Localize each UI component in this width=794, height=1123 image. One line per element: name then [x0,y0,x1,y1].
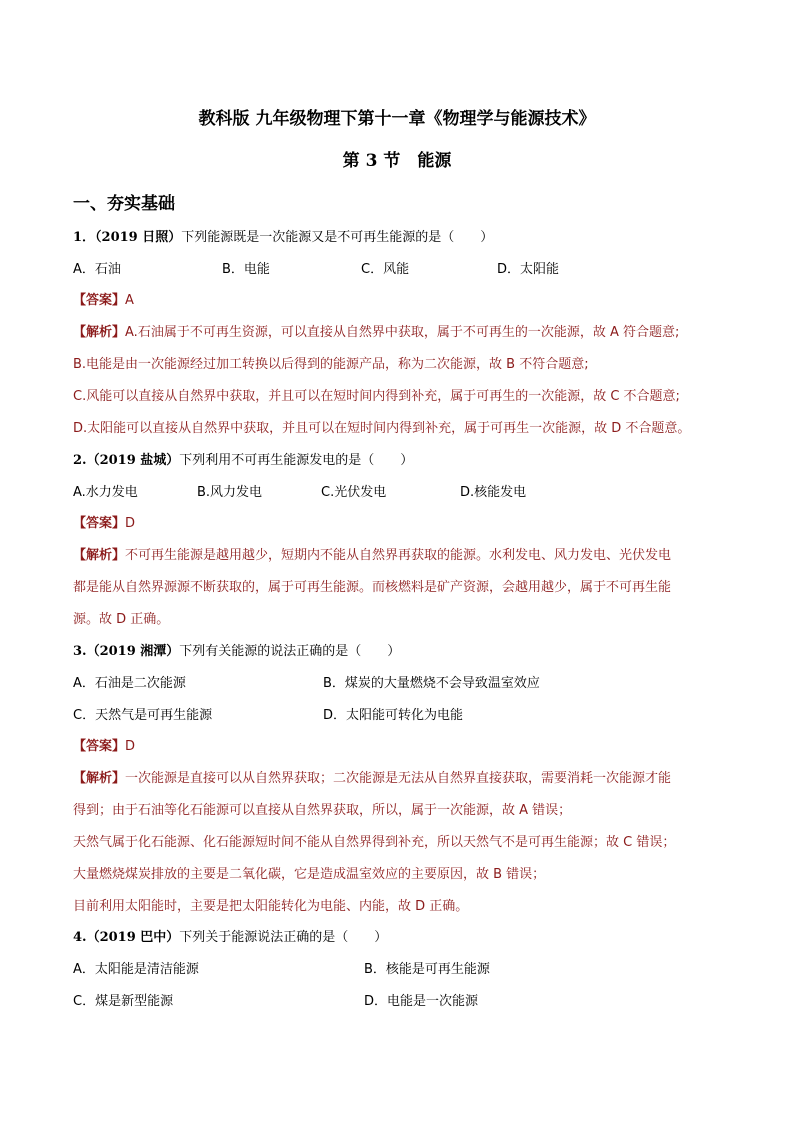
question-2-answer: 【答案】D [73,516,136,531]
question-1-option-b: B．电能 [222,262,270,277]
question-1-option-d: D．太阳能 [497,262,560,277]
question-1-analysis-line: C.风能可以直接从自然界中获取，并且可以在短时间内得到补充，属于可再生的一次能源，故 C 不合题意; [73,389,680,404]
question-4-stem: 4.（2019 巴中）下列关于能源说法正确的是（ ） [73,930,388,945]
question-1-stem: 1．（2019 日照）下列能源既是一次能源又是不可再生能源的是（ ） [73,230,494,245]
question-2-analysis-line: 都是能从自然界源源不断获取的，属于可再生能源。而核燃料是矿产资源，会越用越少，属于不可再生能 [73,580,672,595]
question-3-stem: 3.（2019 湘潭）下列有关能源的说法正确的是（ ） [73,644,401,659]
question-1-answer: 【答案】A [73,293,134,308]
question-3-analysis-line: 目前利用太阳能时，主要是把太阳能转化为电能、内能，故 D 正确。 [73,899,469,914]
question-3-option-c: C．天然气是可再生能源 [73,708,213,723]
question-3-analysis-line: 大量燃烧煤炭排放的主要是二氧化碳，它是造成温室效应的主要原因，故 B 错误； [73,867,546,882]
question-3-analysis-line: 天然气属于化石能源、化石能源短时间不能从自然界得到补充，所以天然气不是可再生能源；故 C 错误； [73,835,676,850]
question-2-option-d: D.核能发电 [460,485,527,500]
question-2-analysis-line: 【解析】不可再生能源是越用越少，短期内不能从自然界再获取的能源。水利发电、风力发电、光伏发电 [73,548,672,563]
question-1-analysis-line: D.太阳能可以直接从自然界中获取，并且可以在短时间内得到补充，属于可再生一次能源，故 D 不合题意。 [73,421,691,436]
question-3-option-d: D．太阳能可转化为电能 [323,708,464,723]
question-4-option-b: B．核能是可再生能源 [364,962,490,977]
question-1-option-c: C．风能 [361,262,410,277]
question-1-option-a: A．石油 [73,262,121,277]
question-4-option-c: C．煤是新型能源 [73,994,174,1009]
question-4-option-d: D．电能是一次能源 [364,994,479,1009]
section-subtitle: 第 3 节 能源 [342,151,452,171]
question-3-analysis-line: 得到；由于石油等化石能源可以直接从自然界获取，所以，属于一次能源，故 A 错误； [73,803,572,818]
question-1-analysis-line: B.电能是由一次能源经过加工转换以后得到的能源产品，称为二次能源，故 B 不符合题意; [73,357,589,372]
question-3-answer: 【答案】D [73,739,136,754]
question-2-option-b: B.风力发电 [197,485,263,500]
question-4-option-a: A．太阳能是清洁能源 [73,962,199,977]
question-3-analysis-line: 【解析】一次能源是直接可以从自然界获取；二次能源是无法从自然界直接获取，需要消耗一次能源才能 [73,771,672,786]
question-1-analysis-line: 【解析】A.石油属于不可再生资源，可以直接从自然界中获取，属于不可再生的一次能源，故 A 符合题意; [73,325,680,340]
section-heading: 一、夯实基础 [73,194,175,214]
question-2-option-a: A.水力发电 [73,485,138,500]
question-3-option-b: B．煤炭的大量燃烧不会导致温室效应 [323,676,540,691]
question-2-analysis-line: 源。故 D 正确。 [73,612,170,627]
question-2-option-c: C.光伏发电 [321,485,387,500]
question-2-stem: 2.（2019 盐城）下列利用不可再生能源发电的是（ ） [73,453,414,468]
document-title: 教科版 九年级物理下第十一章《物理学与能源技术》 [198,109,596,129]
question-3-option-a: A．石油是二次能源 [73,676,186,691]
